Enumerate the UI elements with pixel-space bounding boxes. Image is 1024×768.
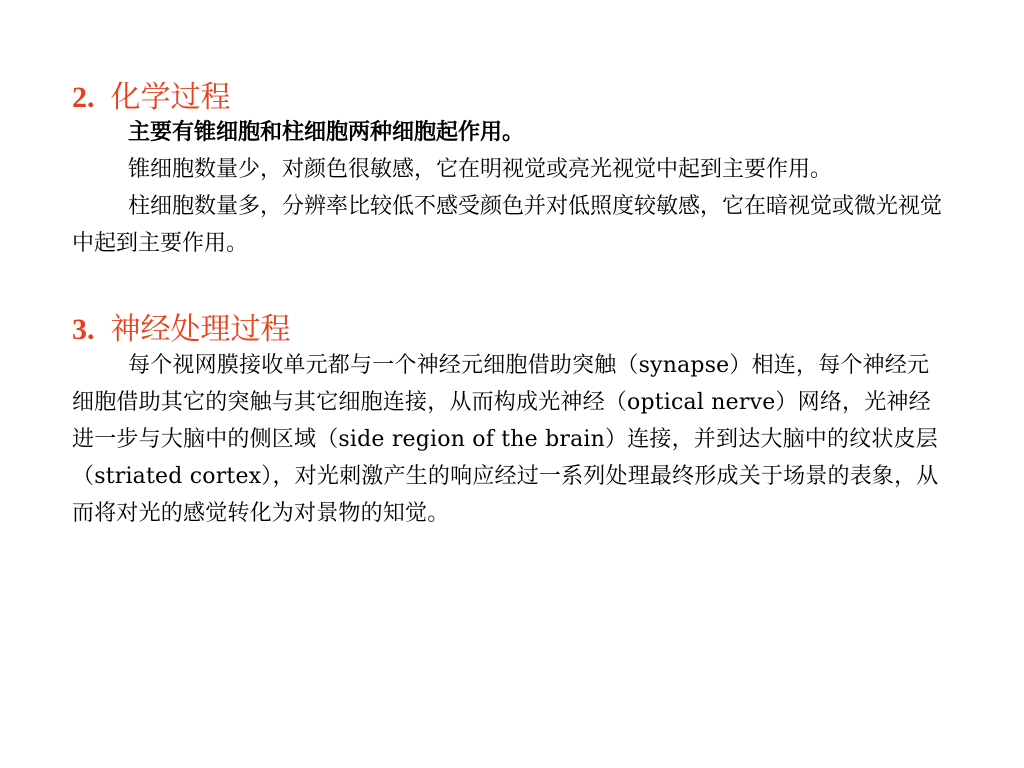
section-neural-processing <box>72 310 944 532</box>
section-heading <box>72 310 944 350</box>
paragraph-cone-cells: 锥细胞数量少，对颜色很敏感，它在明视觉或亮光视觉中起到主要作用。 <box>128 157 833 182</box>
paragraph-rod-cells: 柱细胞数量多，分辨率比较低不感受颜色并对低照度较敏感，它在暗视觉或微光视觉中起到主要作用。 <box>72 194 943 256</box>
paragraph-summary: 主要有锥细胞和柱细胞两种细胞起作用。 <box>128 119 525 145</box>
section-title: 化学过程 <box>110 80 231 115</box>
section-number: 2. <box>72 81 95 114</box>
section-number: 3. <box>72 313 95 346</box>
section-title: 神经处理过程 <box>110 312 291 347</box>
paragraph-neural-network: 每个视网膜接收单元都与一个神经元细胞借助突触（synapse）相连，每个神经元细胞借助其它的突触与其它细胞连接，从而构成光神经（optical nerve）网络，光神经进一步与大脑中的侧区域（side region of the brain）连接，并到达大脑中的纹状皮层（striated cortex），对光刺激产生的响应经过一系列处理最终形成关于场景的表象，从而将对光的感觉转化为对景物的知觉。 <box>72 353 939 526</box>
section-chemical-process <box>72 78 944 262</box>
section-heading <box>72 78 944 118</box>
